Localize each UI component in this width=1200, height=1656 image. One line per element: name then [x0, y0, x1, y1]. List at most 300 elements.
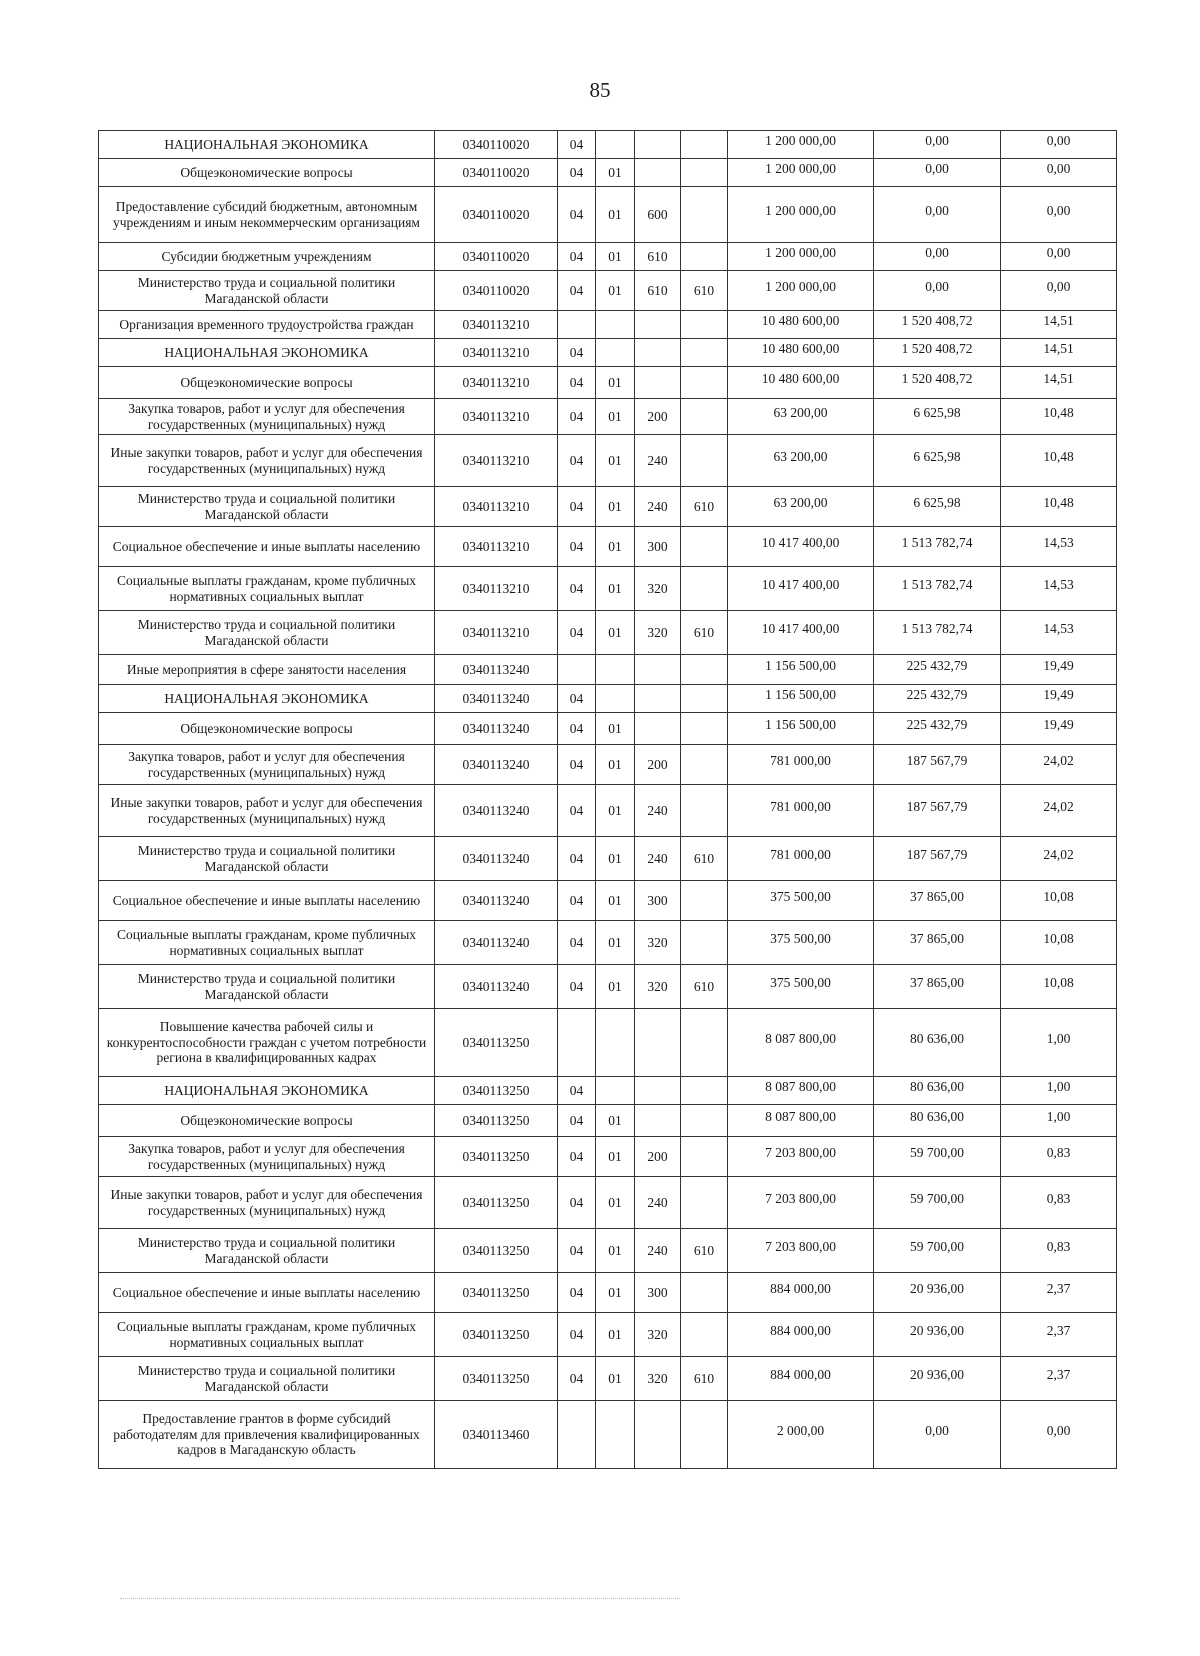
row-actual [874, 567, 1001, 611]
row-subsection [596, 685, 635, 713]
row-subsection-text: 01 [608, 624, 622, 640]
row-subsection [596, 243, 635, 271]
table-row [99, 655, 1117, 685]
row-name [99, 159, 435, 187]
row-section [558, 713, 596, 745]
table-row [99, 1313, 1117, 1357]
row-percent [1001, 921, 1117, 965]
row-name [99, 1077, 435, 1105]
row-plan [728, 1273, 874, 1313]
table-row [99, 837, 1117, 881]
row-code-text: 0340113210 [462, 344, 530, 360]
row-name [99, 187, 435, 243]
row-plan [728, 965, 874, 1009]
row-subsection-text: 01 [608, 720, 622, 736]
row-percent-text: 2,37 [1046, 1322, 1071, 1338]
row-name-text: НАЦИОНАЛЬНАЯ ЭКОНОМИКА [164, 690, 369, 706]
row-actual [874, 655, 1001, 685]
row-code [435, 655, 558, 685]
row-name-text: Общеэкономические вопросы [180, 164, 353, 180]
row-code-text: 0340110020 [462, 282, 530, 298]
row-percent [1001, 131, 1117, 159]
row-code [435, 1313, 558, 1357]
row-percent-text: 10,48 [1043, 404, 1074, 420]
row-subsection [596, 271, 635, 311]
row-grbs-text: 610 [693, 850, 715, 866]
row-percent [1001, 159, 1117, 187]
row-actual [874, 1177, 1001, 1229]
row-plan [728, 745, 874, 785]
row-section [558, 311, 596, 339]
row-section-text: 04 [569, 1082, 584, 1098]
row-expense-type [635, 1313, 681, 1357]
row-code [435, 921, 558, 965]
row-plan [728, 243, 874, 271]
row-code-text: 0340113240 [462, 892, 530, 908]
row-plan-text: 10 417 400,00 [761, 534, 840, 550]
table-row [99, 1357, 1117, 1401]
row-section [558, 785, 596, 837]
row-code-text: 0340113210 [462, 538, 530, 554]
row-actual [874, 881, 1001, 921]
row-actual [874, 1401, 1001, 1469]
row-expense-type-text: 320 [647, 978, 668, 994]
row-grbs [681, 487, 728, 527]
row-percent [1001, 1077, 1117, 1105]
row-actual-text: 225 432,79 [906, 657, 968, 673]
row-subsection [596, 745, 635, 785]
row-code-text: 0340113210 [462, 580, 530, 596]
row-name-text: НАЦИОНАЛЬНАЯ ЭКОНОМИКА [164, 344, 369, 360]
row-code-text: 0340113250 [462, 1112, 530, 1128]
row-section-text: 04 [569, 374, 584, 390]
row-plan-text: 7 203 800,00 [765, 1144, 836, 1160]
row-section [558, 399, 596, 435]
row-percent-text: 0,83 [1046, 1190, 1071, 1206]
row-subsection-text: 01 [608, 934, 622, 950]
row-expense-type-text: 300 [647, 1284, 668, 1300]
row-subsection [596, 837, 635, 881]
row-grbs [681, 1229, 728, 1273]
row-section-text: 04 [569, 1112, 584, 1128]
row-name-text: Организация временного трудоустройства граждан [119, 316, 414, 332]
row-section [558, 1177, 596, 1229]
row-percent-text: 1,00 [1046, 1030, 1071, 1046]
row-section [558, 1273, 596, 1313]
row-plan [728, 367, 874, 399]
row-section [558, 271, 596, 311]
row-actual-text: 0,00 [925, 1422, 949, 1438]
row-actual [874, 785, 1001, 837]
row-plan-text: 884 000,00 [770, 1280, 831, 1296]
row-percent [1001, 1273, 1117, 1313]
row-name-text: Субсидии бюджетным учреждениям [161, 248, 372, 264]
row-plan [728, 187, 874, 243]
row-section-text: 04 [569, 1242, 584, 1258]
row-actual [874, 1273, 1001, 1313]
row-section-text: 04 [569, 344, 584, 360]
row-name-text: Общеэкономические вопросы [180, 1112, 353, 1128]
scan-artifact [120, 1598, 680, 1601]
row-actual-text: 80 636,00 [910, 1108, 964, 1124]
row-expense-type-text: 200 [647, 408, 668, 424]
row-code [435, 881, 558, 921]
row-section-text: 04 [569, 1194, 584, 1210]
row-plan-text: 7 203 800,00 [765, 1238, 836, 1254]
row-plan [728, 611, 874, 655]
row-code [435, 243, 558, 271]
row-name [99, 399, 435, 435]
row-plan [728, 567, 874, 611]
row-actual [874, 1137, 1001, 1177]
row-subsection [596, 713, 635, 745]
row-plan [728, 1137, 874, 1177]
row-expense-type [635, 367, 681, 399]
row-section [558, 1357, 596, 1401]
row-plan-text: 10 480 600,00 [761, 370, 840, 386]
row-actual [874, 1105, 1001, 1137]
row-expense-type [635, 339, 681, 367]
row-expense-type [635, 1401, 681, 1469]
row-name [99, 1313, 435, 1357]
row-section-text: 04 [569, 850, 584, 866]
row-name-text: Социальные выплаты гражданам, кроме публичных нормативных социальных выплат [116, 573, 417, 604]
row-plan-text: 1 156 500,00 [765, 657, 836, 673]
row-name [99, 131, 435, 159]
row-plan [728, 837, 874, 881]
row-percent-text: 24,02 [1043, 798, 1074, 814]
row-name-text: Закупка товаров, работ и услуг для обеспечения государственных (муниципальных) нужд [128, 1141, 405, 1172]
row-percent-text: 0,00 [1046, 278, 1071, 294]
row-subsection [596, 1177, 635, 1229]
row-actual-text: 80 636,00 [910, 1030, 964, 1046]
row-expense-type [635, 311, 681, 339]
row-name [99, 881, 435, 921]
row-section [558, 965, 596, 1009]
row-plan-text: 1 200 000,00 [765, 160, 836, 176]
row-code-text: 0340113250 [462, 1242, 530, 1258]
row-grbs [681, 611, 728, 655]
row-code [435, 713, 558, 745]
row-actual-text: 1 520 408,72 [901, 340, 973, 356]
row-section [558, 685, 596, 713]
row-percent [1001, 1313, 1117, 1357]
row-name-text: Закупка товаров, работ и услуг для обеспечения государственных (муниципальных) нужд [128, 749, 405, 780]
row-subsection-text: 01 [608, 850, 622, 866]
row-code-text: 0340113210 [462, 374, 530, 390]
table-row [99, 131, 1117, 159]
row-percent-text: 0,83 [1046, 1144, 1071, 1160]
row-actual-text: 0,00 [925, 132, 949, 148]
row-actual-text: 6 625,98 [913, 448, 961, 464]
table-row [99, 1229, 1117, 1273]
row-name [99, 685, 435, 713]
row-code [435, 399, 558, 435]
row-subsection [596, 367, 635, 399]
row-expense-type-text: 240 [647, 1194, 668, 1210]
row-expense-type [635, 713, 681, 745]
row-percent-text: 19,49 [1043, 686, 1074, 702]
row-percent [1001, 311, 1117, 339]
row-percent [1001, 837, 1117, 881]
row-expense-type-text: 240 [647, 498, 668, 514]
row-expense-type-text: 200 [647, 756, 668, 772]
row-name [99, 1357, 435, 1401]
row-subsection-text: 01 [608, 164, 622, 180]
row-code [435, 339, 558, 367]
row-name-text: Министерство труда и социальной политики Магаданской области [137, 843, 396, 874]
row-expense-type-text: 240 [647, 1242, 668, 1258]
row-name-text: НАЦИОНАЛЬНАЯ ЭКОНОМИКА [164, 1082, 369, 1098]
row-grbs [681, 527, 728, 567]
row-grbs [681, 131, 728, 159]
row-code [435, 965, 558, 1009]
row-actual [874, 921, 1001, 965]
row-subsection-text: 01 [608, 756, 622, 772]
row-actual-text: 37 865,00 [910, 974, 964, 990]
table-row [99, 611, 1117, 655]
row-expense-type [635, 1077, 681, 1105]
row-code [435, 1229, 558, 1273]
row-section [558, 611, 596, 655]
row-grbs [681, 311, 728, 339]
row-subsection-text: 01 [608, 1112, 622, 1128]
row-name [99, 745, 435, 785]
row-code-text: 0340113240 [462, 661, 530, 677]
row-actual [874, 965, 1001, 1009]
row-percent [1001, 1401, 1117, 1469]
row-section [558, 131, 596, 159]
row-expense-type [635, 611, 681, 655]
row-expense-type-text: 300 [647, 538, 668, 554]
row-percent-text: 0,00 [1046, 160, 1071, 176]
row-percent-text: 19,49 [1043, 657, 1074, 673]
row-percent-text: 14,51 [1043, 312, 1074, 328]
row-expense-type [635, 1137, 681, 1177]
row-name-text: Министерство труда и социальной политики Магаданской области [137, 1235, 396, 1266]
row-name-text: Министерство труда и социальной политики Магаданской области [137, 971, 396, 1002]
row-plan-text: 10 480 600,00 [761, 312, 840, 328]
row-percent-text: 10,48 [1043, 494, 1074, 510]
row-percent-text: 0,00 [1046, 244, 1071, 260]
row-plan-text: 10 417 400,00 [761, 620, 840, 636]
row-percent-text: 10,08 [1043, 888, 1074, 904]
row-subsection [596, 1273, 635, 1313]
row-plan [728, 1009, 874, 1077]
row-plan-text: 63 200,00 [773, 494, 828, 510]
row-expense-type [635, 655, 681, 685]
row-subsection-text: 01 [608, 1194, 622, 1210]
row-actual-text: 1 513 782,74 [901, 534, 973, 550]
row-expense-type [635, 527, 681, 567]
row-name-text: Министерство труда и социальной политики Магаданской области [137, 491, 396, 522]
row-actual [874, 187, 1001, 243]
row-code [435, 159, 558, 187]
row-subsection-text: 01 [608, 1284, 622, 1300]
row-grbs [681, 785, 728, 837]
row-percent-text: 14,53 [1043, 576, 1074, 592]
row-name-text: Министерство труда и социальной политики Магаданской области [137, 617, 396, 648]
row-expense-type [635, 435, 681, 487]
row-grbs [681, 159, 728, 187]
row-plan-text: 8 087 800,00 [765, 1078, 836, 1094]
row-subsection [596, 611, 635, 655]
row-name [99, 655, 435, 685]
row-subsection-text: 01 [608, 374, 622, 390]
row-code-text: 0340113250 [462, 1082, 530, 1098]
row-actual-text: 37 865,00 [910, 930, 964, 946]
row-percent-text: 14,53 [1043, 534, 1074, 550]
row-actual [874, 399, 1001, 435]
row-expense-type-text: 240 [647, 802, 668, 818]
row-code [435, 1273, 558, 1313]
row-subsection [596, 1009, 635, 1077]
row-grbs-text: 610 [693, 624, 715, 640]
row-name-text: Социальные выплаты гражданам, кроме публичных нормативных социальных выплат [116, 927, 417, 958]
row-actual [874, 131, 1001, 159]
row-section [558, 1137, 596, 1177]
row-percent [1001, 1105, 1117, 1137]
row-actual [874, 1313, 1001, 1357]
row-percent [1001, 1137, 1117, 1177]
row-section-text: 04 [569, 1370, 584, 1386]
row-plan-text: 375 500,00 [770, 888, 831, 904]
row-code-text: 0340113250 [462, 1370, 530, 1386]
row-percent-text: 2,37 [1046, 1366, 1071, 1382]
table-row [99, 187, 1117, 243]
row-section-text: 04 [569, 892, 584, 908]
row-section [558, 1009, 596, 1077]
row-code-text: 0340113240 [462, 978, 530, 994]
row-name-text: Общеэкономические вопросы [180, 374, 353, 390]
row-expense-type-text: 300 [647, 892, 668, 908]
table-row [99, 965, 1117, 1009]
row-grbs [681, 271, 728, 311]
row-section-text: 04 [569, 580, 584, 596]
row-actual-text: 1 520 408,72 [901, 370, 973, 386]
table-row [99, 435, 1117, 487]
row-expense-type [635, 837, 681, 881]
row-expense-type-text: 320 [647, 934, 668, 950]
row-subsection [596, 1105, 635, 1137]
row-plan [728, 1313, 874, 1357]
row-code [435, 131, 558, 159]
row-subsection [596, 785, 635, 837]
row-percent-text: 10,08 [1043, 930, 1074, 946]
row-subsection [596, 527, 635, 567]
row-code [435, 187, 558, 243]
table-row [99, 243, 1117, 271]
page-number: 85 [589, 78, 611, 102]
row-plan [728, 131, 874, 159]
row-name [99, 1229, 435, 1273]
row-plan-text: 10 480 600,00 [761, 340, 840, 356]
row-percent-text: 24,02 [1043, 846, 1074, 862]
row-plan-text: 1 156 500,00 [765, 716, 836, 732]
row-expense-type [635, 881, 681, 921]
table-row [99, 1401, 1117, 1469]
row-grbs-text: 610 [693, 498, 715, 514]
row-plan [728, 339, 874, 367]
row-section-text: 04 [569, 690, 584, 706]
budget-table [98, 130, 1117, 1469]
row-actual [874, 1077, 1001, 1105]
row-name [99, 1177, 435, 1229]
row-percent [1001, 1177, 1117, 1229]
table-row [99, 311, 1117, 339]
table-row [99, 367, 1117, 399]
row-expense-type-text: 320 [647, 580, 668, 596]
row-plan [728, 1105, 874, 1137]
row-percent [1001, 745, 1117, 785]
row-name [99, 339, 435, 367]
row-section [558, 159, 596, 187]
row-section-text: 04 [569, 136, 584, 152]
row-plan [728, 159, 874, 187]
row-section [558, 339, 596, 367]
row-percent-text: 19,49 [1043, 716, 1074, 732]
row-section-text: 04 [569, 282, 584, 298]
row-subsection [596, 881, 635, 921]
row-expense-type-text: 320 [647, 1370, 668, 1386]
row-code-text: 0340113250 [462, 1284, 530, 1300]
row-plan [728, 1401, 874, 1469]
row-expense-type [635, 1229, 681, 1273]
row-code [435, 367, 558, 399]
row-code-text: 0340113210 [462, 316, 530, 332]
row-subsection [596, 1313, 635, 1357]
row-grbs [681, 1137, 728, 1177]
row-section-text: 04 [569, 452, 584, 468]
row-plan [728, 487, 874, 527]
row-code [435, 1137, 558, 1177]
row-name-text: Иные закупки товаров, работ и услуг для обеспечения государственных (муниципальных) нужд [110, 445, 423, 476]
row-expense-type [635, 745, 681, 785]
row-actual-text: 20 936,00 [910, 1366, 964, 1382]
row-section-text: 04 [569, 1148, 584, 1164]
row-expense-type [635, 1357, 681, 1401]
row-name [99, 785, 435, 837]
row-plan [728, 713, 874, 745]
row-code-text: 0340113250 [462, 1034, 530, 1050]
row-code-text: 0340113250 [462, 1194, 530, 1210]
row-actual [874, 243, 1001, 271]
row-code-text: 0340113210 [462, 624, 530, 640]
row-grbs [681, 243, 728, 271]
row-plan-text: 1 200 000,00 [765, 244, 836, 260]
row-percent [1001, 399, 1117, 435]
row-grbs [681, 339, 728, 367]
row-actual-text: 0,00 [925, 244, 949, 260]
row-expense-type [635, 271, 681, 311]
row-expense-type [635, 1177, 681, 1229]
row-actual-text: 187 567,79 [906, 752, 968, 768]
row-code-text: 0340113210 [462, 498, 530, 514]
row-subsection [596, 1357, 635, 1401]
row-expense-type [635, 1105, 681, 1137]
row-actual [874, 527, 1001, 567]
row-actual [874, 311, 1001, 339]
row-subsection-text: 01 [608, 892, 622, 908]
row-subsection [596, 187, 635, 243]
row-code [435, 837, 558, 881]
row-expense-type [635, 187, 681, 243]
row-section [558, 1313, 596, 1357]
row-name-text: Социальное обеспечение и иные выплаты населению [112, 892, 421, 908]
row-expense-type-text: 240 [647, 452, 668, 468]
row-actual-text: 59 700,00 [910, 1190, 964, 1206]
row-name-text: Иные закупки товаров, работ и услуг для обеспечения государственных (муниципальных) нужд [110, 1187, 423, 1218]
